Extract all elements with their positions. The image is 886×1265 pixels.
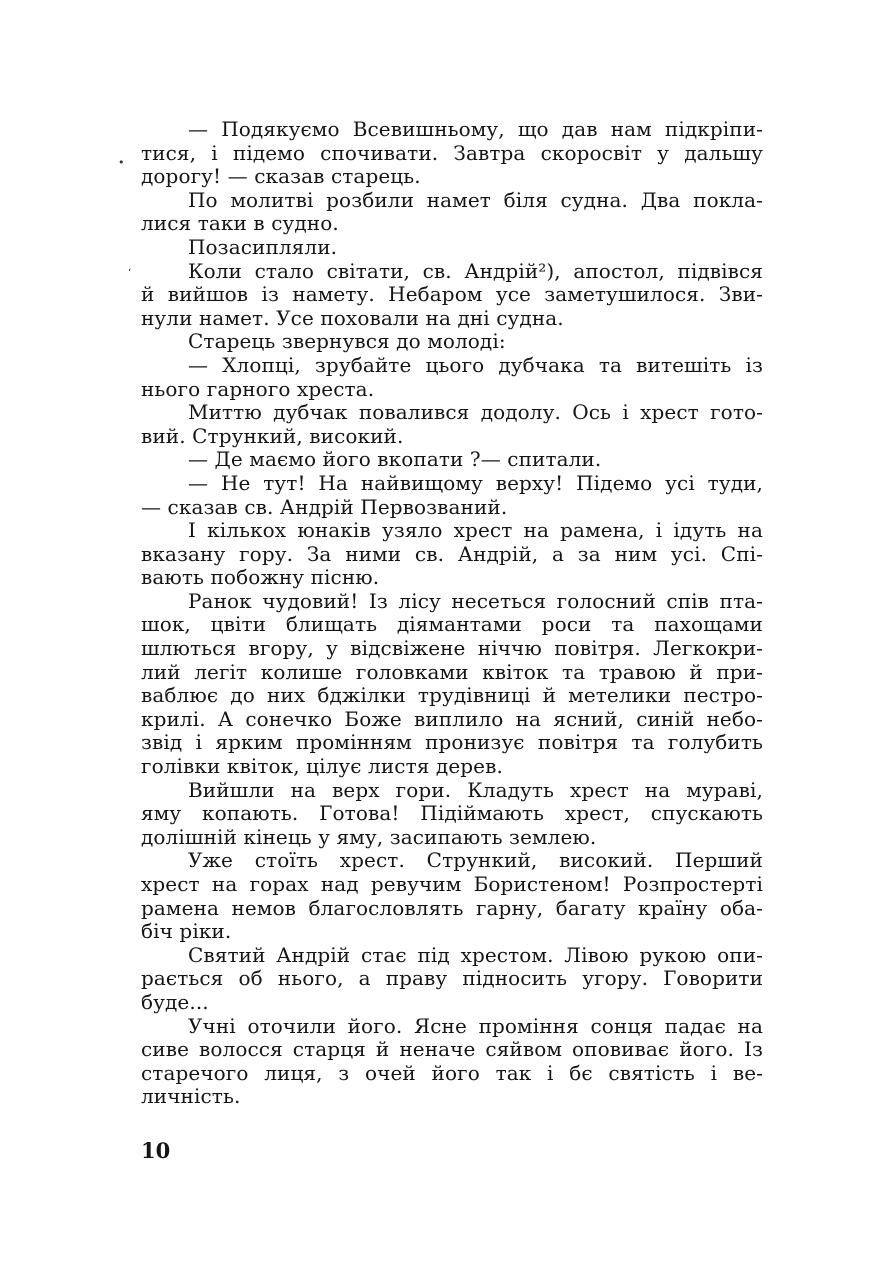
text-line: Святий Андрій стає під хрестом. Лівою рукою опи- — [188, 942, 763, 967]
text-line: — сказав св. Андрій Первозваний. — [141, 494, 508, 519]
text-line: дорогу! — сказав старець. — [141, 164, 421, 189]
text-line: рається об нього, а праву підносить угору. Говорити — [141, 966, 763, 991]
text-line: Позасипляли. — [188, 234, 338, 259]
text-line: вказану гору. За ними св. Андрій, а за ним усі. Спі- — [141, 541, 763, 566]
text-line: яму копають. Готова! Підіймають хрест, спускають — [141, 801, 763, 826]
text-line: Вийшли на верх гори. Кладуть хрест на мураві, — [188, 777, 763, 802]
body-text — [141, 118, 763, 1109]
text-line: Уже стоїть хрест. Стрункий, високий. Перший — [188, 848, 763, 873]
text-line: сиве волосся старця й неначе сяйвом оповиває його. Із — [141, 1037, 763, 1062]
text-line: личність. — [141, 1084, 241, 1109]
text-line: І кількох юнаків узяло хрест на рамена, і ідуть на — [188, 518, 763, 543]
text-line: біч ріки. — [141, 919, 232, 944]
text-line: долішній кінець у яму, засипають землею. — [141, 824, 597, 849]
text-line: — Не тут! На найвищому верху! Підемо усі туди, — [188, 470, 763, 495]
text-line: крилі. А сонечко Боже виплило на ясний, синій небо- — [141, 706, 763, 731]
text-line: — Де маємо його вкопати ?— спитали. — [188, 447, 602, 472]
text-line: — Подякуємо Всевишньому, що дав нам підкріпи- — [188, 117, 763, 141]
text-line: буде... — [141, 989, 209, 1014]
text-line: Старець звернувся до молоді: — [188, 329, 506, 354]
scan-speck: • — [118, 156, 125, 169]
text-line: вий. Стрункий, високий. — [141, 423, 404, 448]
text-line: лися таки в судно. — [141, 211, 339, 236]
text-line: звід і ярким промінням пронизує повітря та голубить — [141, 730, 763, 755]
text-line: Миттю дубчак повалився додолу. Ось і хрест гото- — [188, 400, 763, 425]
text-line: — Хлопці, зрубайте цього дубчака та витешіть із — [188, 352, 763, 377]
text-line: лий легіт колише головками квіток та травою й при- — [141, 659, 763, 684]
text-line: тися, і підемо спочивати. Завтра скоросвіт у дальшу — [141, 140, 763, 165]
text-line: По молитві розбили намет біля судна. Два покла- — [188, 187, 763, 212]
scan-speck: ʻ — [128, 266, 132, 279]
text-line: шок, цвіти блищать діямантами роси та пахощами — [141, 612, 763, 637]
text-line: Ранок чудовий! Із лісу несеться голосний спів пта- — [188, 588, 763, 613]
text-line: й вийшов із намету. Небаром усе заметушилося. Зви- — [141, 282, 763, 307]
page-number: 10 — [141, 1138, 171, 1163]
text-line: рамена немов благословлять гарну, багату країну оба- — [141, 895, 763, 920]
text-line: вають побожну пісню. — [141, 565, 380, 590]
text-line: Коли стало світати, св. Андрій²), апостол, підвівся — [188, 258, 763, 283]
text-line: Учні оточили його. Ясне проміння сонця падає на — [188, 1013, 763, 1038]
text-line: нього гарного хреста. — [141, 376, 375, 401]
text-line: нули намет. Усе поховали на дні судна. — [141, 305, 564, 330]
text-line: шлються вгору, у відсвіжене ніччю повітря. Легкокри- — [141, 636, 763, 661]
text-line: ваблює до них бджілки трудівниці й метелики пестро- — [141, 683, 763, 708]
text-line: хрест на горах над ревучим Бористеном! Розпростерті — [141, 872, 763, 896]
text-line: голівки квіток, цілує листя дерев. — [141, 754, 503, 779]
text-line: старечого лиця, з очей його так і бє святість і ве- — [141, 1060, 763, 1085]
